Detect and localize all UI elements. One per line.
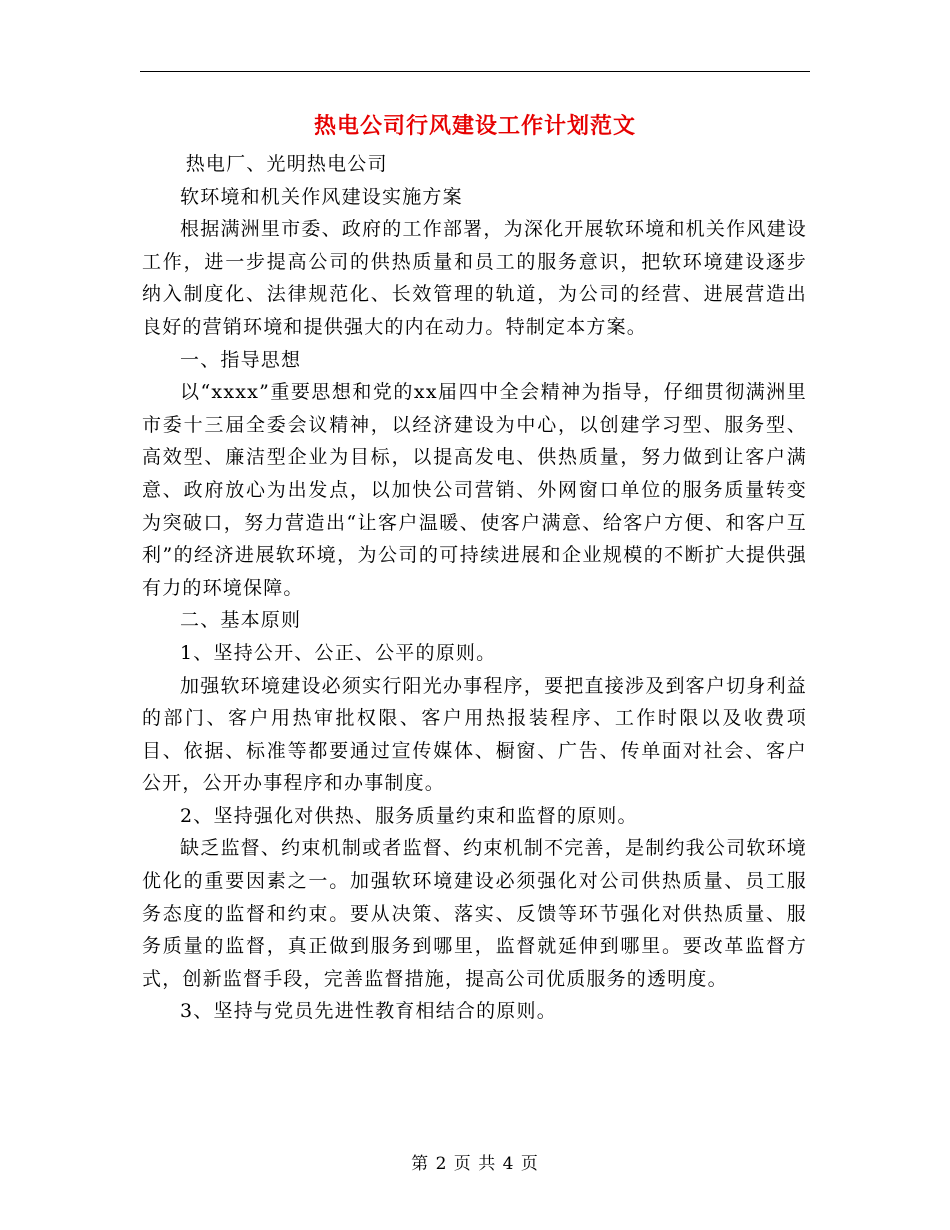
page-number: 第 2 页 共 4 页 (411, 1154, 539, 1174)
paragraph-intro: 根据满洲里市委、政府的工作部署，为深化开展软环境和机关作风建设工作，进一步提高公司的供热质量和员工的服务意识，把软环境建设逐步纳入制度化、法律规范化、长效管理的轨道，为公司的经营、进展营造出良好的营销环境和提供强大的内在动力。特制定本方案。 (142, 218, 807, 338)
section-heading-basic-principles: 二、基本原则 (180, 609, 302, 632)
paragraph-guiding-thought: 以“xxxx”重要思想和党的xx届四中全会精神为指导，仔细贯彻满洲里市委十三届全委会议精神，以经济建设为中心，以创建学习型、服务型、高效型、廉洁型企业为目标，以提高发电、供热质量，努力做到让客户满意、政府放心为出发点，以加快公司营销、外网窗口单位的服务质量转变为突破口，努力营造出“让客户温暖、使客户满意、给客户方便、和客户互利”的经济进展软环境，为公司的可持续进展和企业规模的不断扩大提供强有力的环境保障。 (142, 381, 807, 599)
paragraph-company: 热电厂、光明热电公司 (185, 153, 388, 175)
principle-heading-2: 2、坚持强化对供热、服务质量约束和监督的原则。 (180, 804, 638, 827)
document-body (142, 148, 807, 1028)
paragraph-principle-1: 加强软环境建设必须实行阳光办事程序，要把直接涉及到客户切身利益的部门、客户用热审批权限、客户用热报装程序、工作时限以及收费项目、依据、标准等都要通过宣传媒体、橱窗、广告、传单面对社会、客户公开，公开办事程序和办事制度。 (142, 674, 807, 795)
section-heading-guiding-thought: 一、指导思想 (180, 348, 302, 371)
paragraph-principle-2: 缺乏监督、约束机制或者监督、约束机制不完善，是制约我公司软环境优化的重要因素之一。加强软环境建设必须强化对公司供热质量、员工服务态度的监督和约束。要从决策、落实、反馈等环节强化对供热质量、服务质量的监督，真正做到服务到哪里，监督就延伸到哪里。要改革监督方式，创新监督手段，完善监督措施，提高公司优质服务的透明度。 (142, 837, 807, 990)
principle-heading-3: 3、坚持与党员先进性教育相结合的原则。 (180, 1000, 557, 1023)
document-title: 热电公司行风建设工作计划范文 (313, 113, 636, 139)
header-rule (140, 71, 810, 72)
paragraph-plan-title: 软环境和机关作风建设实施方案 (180, 185, 463, 208)
principle-heading-1: 1、坚持公开、公正、公平的原则。 (180, 641, 497, 664)
